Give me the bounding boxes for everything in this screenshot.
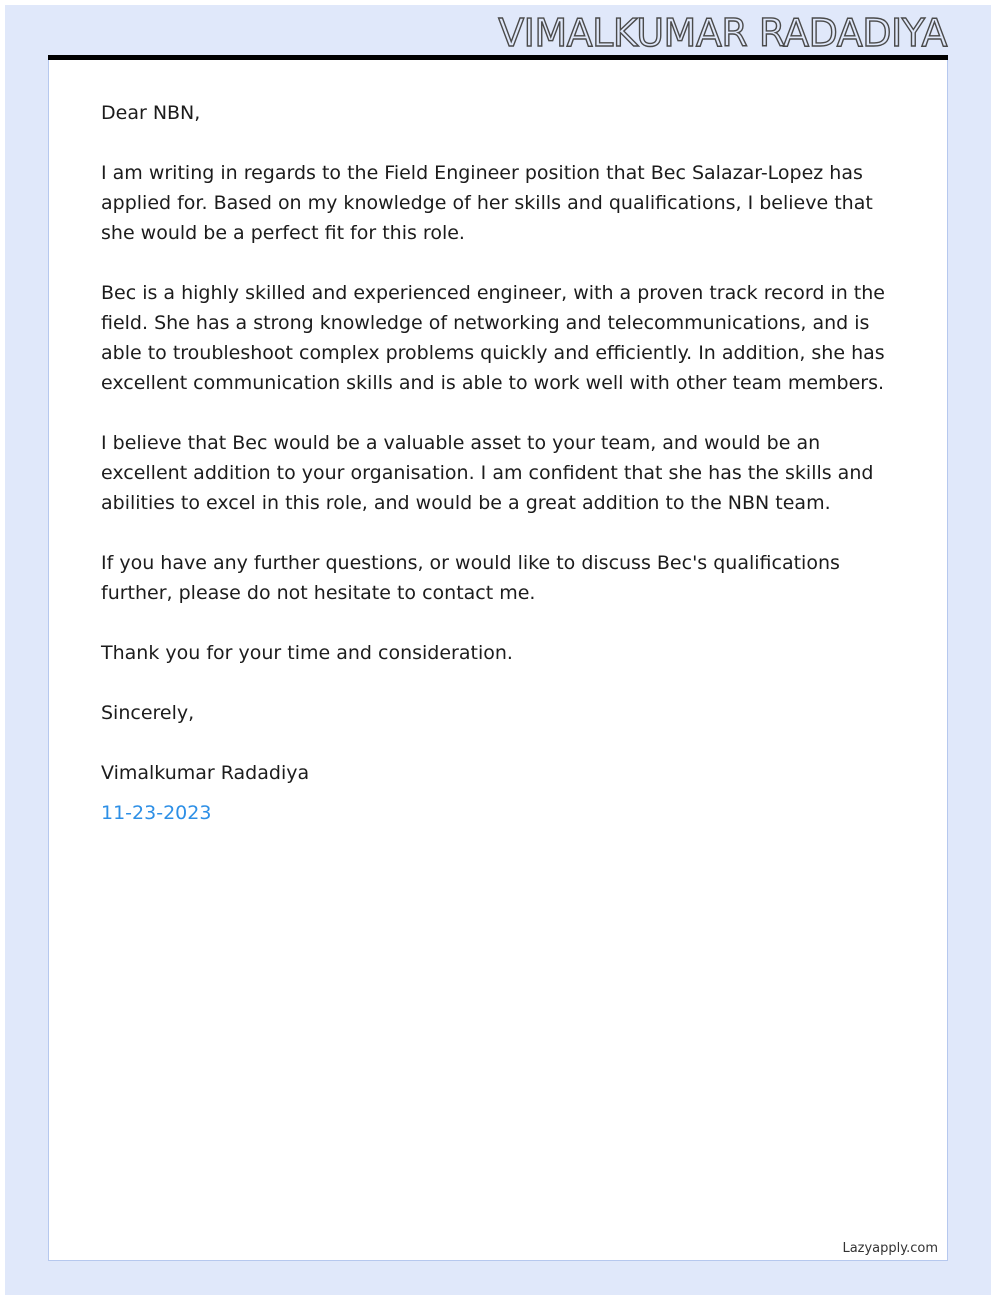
author-name-header: VIMALKUMAR RADADIYA — [498, 11, 947, 55]
letter-paper — [48, 60, 948, 1261]
letter-body — [101, 98, 901, 828]
paragraph-3: I believe that Bec would be a valuable asset to your team, and would be an excellent addition to your organisation. I am confident that she has the skills and abilities to excel in this role, and would be a great addition to the NBN team. — [101, 432, 874, 514]
paragraph-1: I am writing in regards to the Field Engineer position that Bec Salazar-Lopez has applied for. Based on my knowledge of her skills and qualifications, I believe that she would be a perfect fit for this role. — [101, 162, 873, 244]
letter-date: 11-23-2023 — [101, 802, 212, 824]
salutation: Dear NBN, — [101, 102, 201, 124]
closing: Sincerely, — [101, 702, 195, 724]
paragraph-5: Thank you for your time and consideration. — [101, 642, 513, 664]
footer-brand: Lazyapply.com — [842, 1241, 938, 1256]
signature: Vimalkumar Radadiya — [101, 762, 310, 784]
paragraph-2: Bec is a highly skilled and experienced engineer, with a proven track record in the field. She has a strong knowledge of networking and telecommunications, and is able to troubleshoot complex problems quickly and efficiently. In addition, she has excellent communication skills and is able to work well with other team members. — [101, 282, 885, 394]
paragraph-4: If you have any further questions, or would like to discuss Bec's qualifications further, please do not hesitate to contact me. — [101, 552, 840, 604]
